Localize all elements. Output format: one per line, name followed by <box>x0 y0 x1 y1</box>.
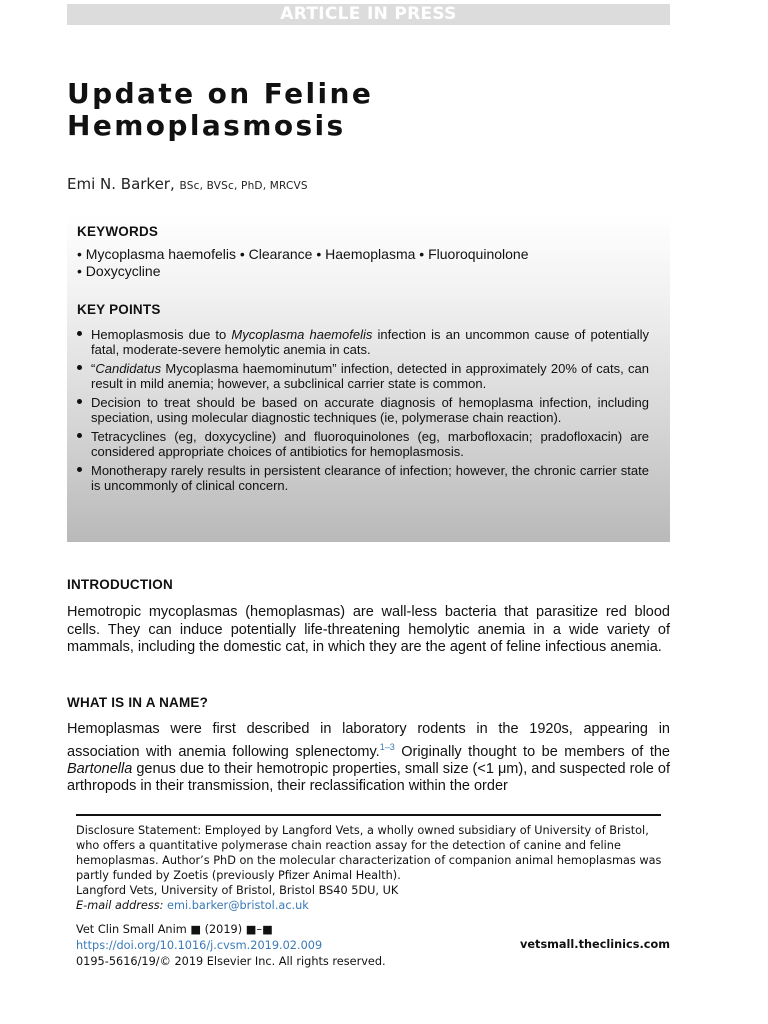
email-label: E-mail address: <box>76 899 164 912</box>
key-points-list <box>77 327 649 493</box>
key-point-item: Decision to treat should be based on accurate diagnosis of hemoplasma infection, including speciation, using molecular diagnostic techniques (ie, polymerase chain reaction). <box>77 395 649 425</box>
copyright: 0195-5616/19/© 2019 Elsevier Inc. All rights reserved. <box>76 955 386 968</box>
email-link[interactable]: emi.barker@bristol.ac.uk <box>167 899 309 912</box>
author-credentials: BSc, BVSc, PhD, MRCVS <box>179 180 308 192</box>
footnotes <box>76 823 666 913</box>
bullet-icon <box>77 433 82 438</box>
bullet-icon <box>77 331 82 336</box>
keywords-line-2: • Doxycycline <box>77 263 161 279</box>
bullet-icon <box>77 399 82 404</box>
key-points-heading: KEY POINTS <box>77 302 161 317</box>
journal-website[interactable]: vetsmall.theclinics.com <box>520 938 670 951</box>
author-name: Emi N. Barker, <box>67 175 175 193</box>
doi-link[interactable]: https://doi.org/10.1016/j.cvsm.2019.02.009 <box>76 939 323 952</box>
bullet-icon <box>77 467 82 472</box>
affiliation: Langford Vets, University of Bristol, Bristol BS40 5DU, UK <box>76 884 399 897</box>
disclosure-statement: Disclosure Statement: Employed by Langford Vets, a wholly owned subsidiary of University of Bristol, who offers a quantitative polymerase chain reaction assay for the detection of canine and feline hemoplasmas. Author’s PhD on the molecular characterization of companion animal hemoplasmas was partly funded by Zoetis (previously Pfizer Animal Health). <box>76 824 662 882</box>
name-section-heading: WHAT IS IN A NAME? <box>67 695 209 710</box>
bullet-icon <box>77 365 82 370</box>
keywords-heading: KEYWORDS <box>77 224 159 239</box>
key-point-item: Tetracyclines (eg, doxycycline) and fluoroquinolones (eg, marbofloxacin; pradofloxacin) are considered appropriate choices of antibiotics for hemoplasmosis. <box>77 429 649 459</box>
introduction-paragraph: Hemotropic mycoplasmas (hemoplasmas) are wall-less bacteria that parasitize red blood cells. They can induce potentially life-threatening hemolytic anemia in a wide variety of mammals, including the domestic cat, in which they are the agent of feline infectious anemia. <box>67 604 670 655</box>
journal-citation: Vet Clin Small Anim ■ (2019) ■–■ <box>76 923 273 936</box>
article-title <box>67 78 373 142</box>
name-section-paragraph: Hemoplasmas were first described in laboratory rodents in the 1920s, appearing in association with anemia following splenectomy.$^{1-3}$ Originally thought to be members of the Bartonella genus due to their hemotropic properties, small size (<1 μm), and suspected role of arthropods in their transmission, their reclassification within the order <box>67 721 670 795</box>
keywords-list <box>77 246 649 280</box>
author-line <box>67 175 308 193</box>
key-point-item: Hemoplasmosis due to Mycoplasma haemofelis infection is an uncommon cause of potentially fatal, moderate-severe hemolytic anemia in cats. <box>77 327 649 357</box>
footnote-divider <box>76 814 661 816</box>
article-in-press-banner: ARTICLE IN PRESS <box>67 4 670 25</box>
key-point-item: Monotherapy rarely results in persistent clearance of infection; however, the chronic carrier state is uncommonly of clinical concern. <box>77 463 649 493</box>
citation-link[interactable]: 1–3 <box>379 741 395 752</box>
email-line <box>76 898 666 913</box>
keywords-line-1: • Mycoplasma haemofelis • Clearance • Haemoplasma • Fluoroquinolone <box>77 246 529 262</box>
article-title-line-1: Update on Feline <box>67 77 374 110</box>
introduction-heading: INTRODUCTION <box>67 577 173 592</box>
article-title-line-2: Hemoplasmosis <box>67 109 346 142</box>
keywords-keypoints-box <box>67 215 670 542</box>
key-point-item: “Candidatus Mycoplasma haemominutum” infection, detected in approximately 20% of cats, can result in mild anemia; however, a subclinical carrier state is common. <box>77 361 649 391</box>
